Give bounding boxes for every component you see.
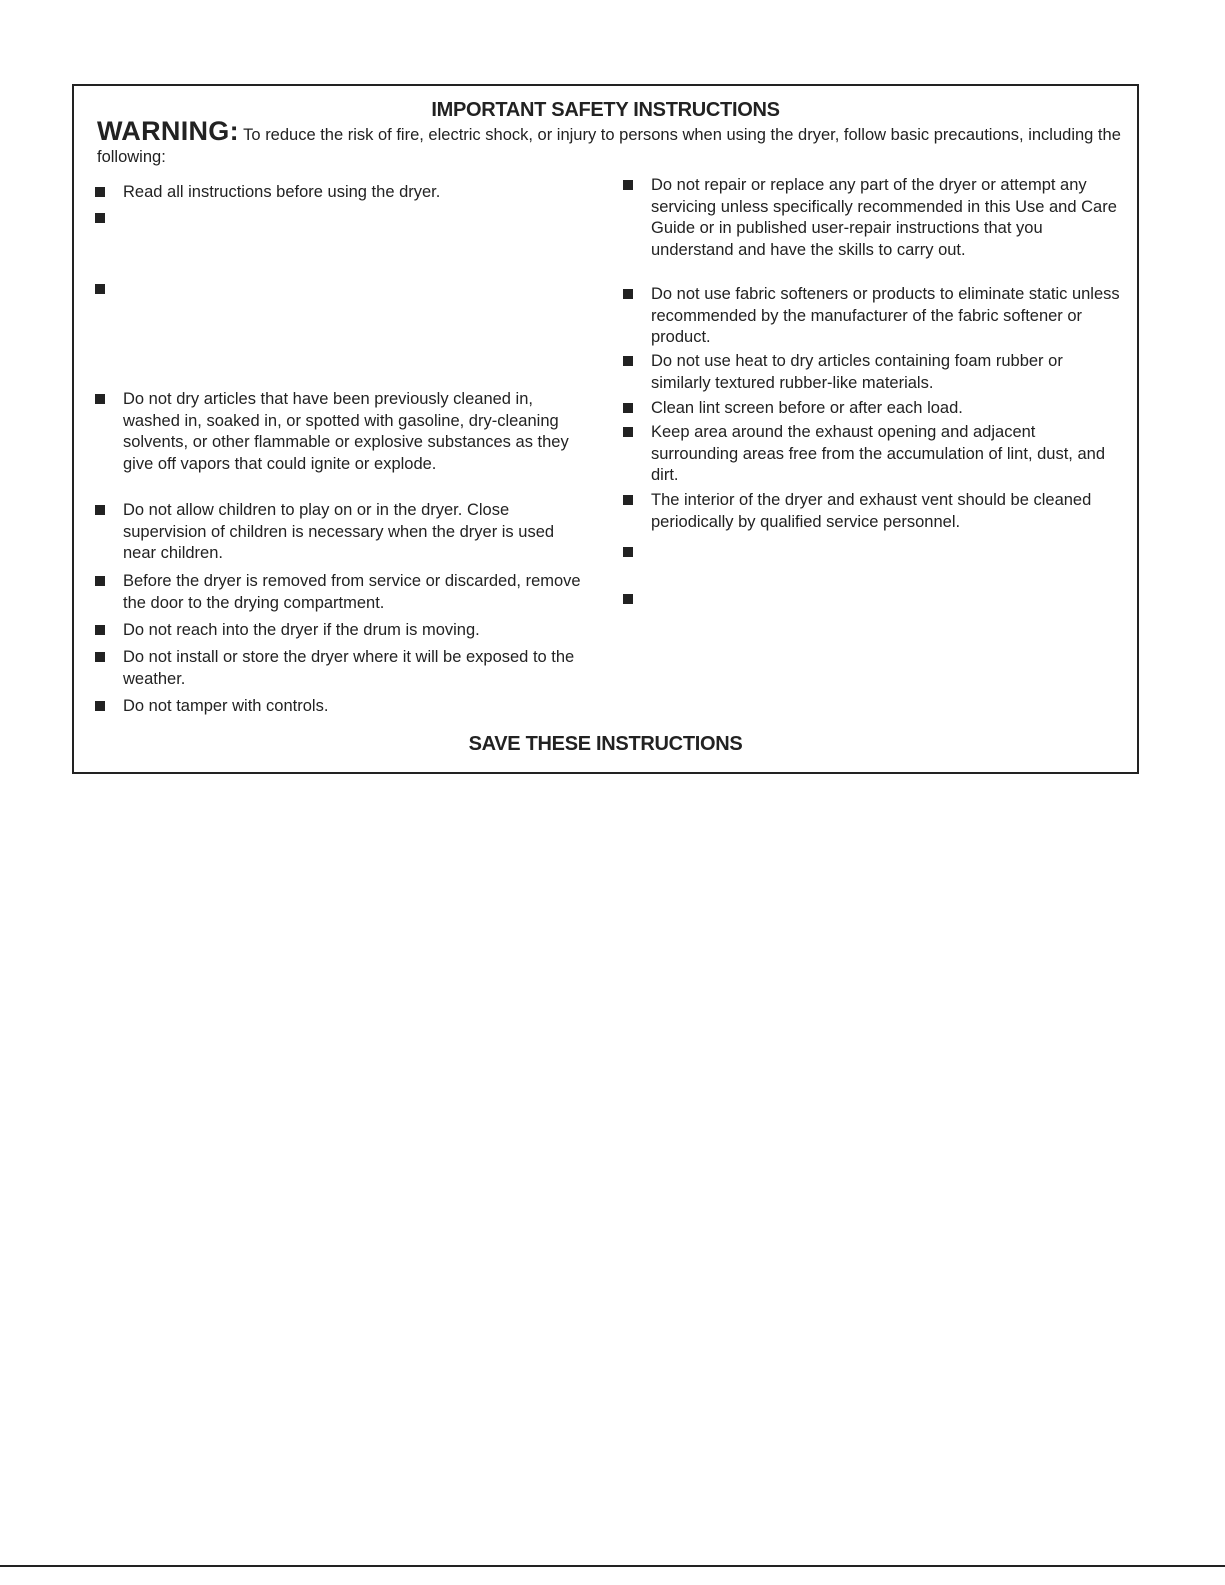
- list-item-text: Do not reach into the dryer if the drum is moving.: [123, 621, 480, 639]
- list-item-text: The interior of the dryer and exhaust vent should be cleaned periodically by qualified service personnel.: [651, 491, 1092, 531]
- square-bullet-icon: [623, 289, 633, 299]
- square-bullet-icon: [95, 652, 105, 662]
- list-item-text: Before the dryer is removed from service or discarded, remove the door to the drying compartment.: [123, 572, 581, 612]
- list-item-text: Read all instructions before using the dryer.: [123, 183, 441, 201]
- square-bullet-icon: [623, 594, 633, 604]
- square-bullet-icon: [623, 427, 633, 437]
- list-item-text: Do not repair or replace any part of the dryer or attempt any servicing unless specifically recommended in this Use and Care Guide or in published user-repair instructions that you understand and have the skills to carry out.: [651, 176, 1117, 259]
- list-item-text: Do not tamper with controls.: [123, 697, 329, 715]
- page-bottom-rule: [0, 1565, 1225, 1567]
- warning-statement: [97, 116, 1127, 168]
- square-bullet-icon: [95, 284, 105, 294]
- instructions-title: IMPORTANT SAFETY INSTRUCTIONS: [431, 99, 780, 121]
- list-item-text: Do not install or store the dryer where it will be exposed to the weather.: [123, 648, 575, 688]
- list-item-text: Do not dry articles that have been previously cleaned in, washed in, soaked in, or spotted with gasoline, dry-cleaning solvents, or other flammable or explosive substances as they give off vapors that could ignite or explode.: [123, 390, 569, 473]
- save-instructions-footer: SAVE THESE INSTRUCTIONS: [468, 733, 743, 755]
- warning-word: WARNING:: [97, 116, 239, 146]
- square-bullet-icon: [95, 394, 105, 404]
- list-item-text: Do not use fabric softeners or products to eliminate static unless recommended by the manufacturer of the fabric softener or product.: [651, 285, 1120, 346]
- square-bullet-icon: [623, 403, 633, 413]
- square-bullet-icon: [95, 576, 105, 586]
- list-item-text: Do not allow children to play on or in the dryer. Close supervision of children is necessary when the dryer is used near children.: [123, 501, 555, 562]
- square-bullet-icon: [623, 180, 633, 190]
- square-bullet-icon: [95, 701, 105, 711]
- list-item-text: Do not use heat to dry articles containing foam rubber or similarly textured rubber-like materials.: [651, 352, 1063, 392]
- square-bullet-icon: [95, 625, 105, 635]
- warning-text: To reduce the risk of fire, electric shock, or injury to persons when using the dryer, follow basic precautions, including the following:: [97, 126, 1121, 166]
- square-bullet-icon: [95, 187, 105, 197]
- square-bullet-icon: [623, 356, 633, 366]
- list-item-text: Clean lint screen before or after each load.: [651, 399, 963, 417]
- square-bullet-icon: [95, 505, 105, 515]
- list-item-text: Keep area around the exhaust opening and adjacent surrounding areas free from the accumulation of lint, dust, and dirt.: [651, 423, 1105, 484]
- safety-instructions-panel: [72, 84, 1139, 774]
- square-bullet-icon: [623, 547, 633, 557]
- square-bullet-icon: [95, 213, 105, 223]
- square-bullet-icon: [623, 495, 633, 505]
